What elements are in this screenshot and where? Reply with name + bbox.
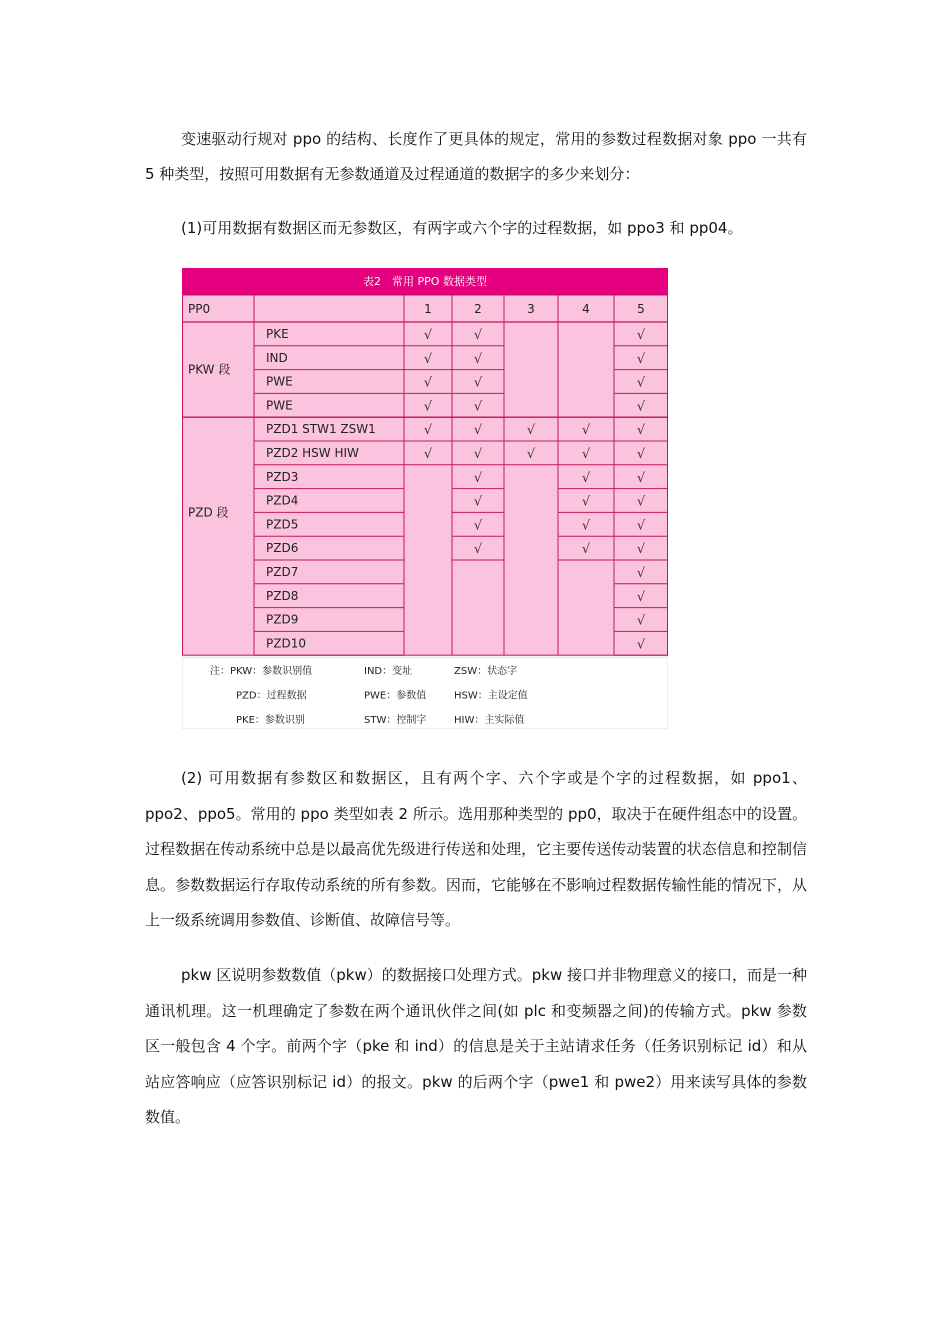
check-mark: √ (636, 447, 646, 462)
note-item: ZSW：状态字 (454, 666, 518, 678)
row-label: PKE (266, 327, 289, 341)
ppo-table (182, 268, 668, 729)
check-mark: √ (581, 470, 591, 486)
note-item: PZD：过程数据 (236, 690, 307, 702)
check-mark: √ (473, 447, 483, 462)
check-mark: √ (473, 518, 483, 534)
check-mark: √ (473, 328, 483, 343)
paragraph-intro: 变速驱动行规对 ppo 的结构、长度作了更具体的规定，常用的参数过程数据对象 ppo 一共有 5 种类型，按照可用数据有无参数通道及过程通道的数据字的多少来划分： (145, 130, 807, 183)
header-col-2: 2 (474, 302, 482, 316)
header-col-3: 3 (527, 302, 535, 316)
note-item: IND：变址 (364, 666, 413, 678)
row-label: PWE (266, 398, 293, 413)
check-mark: √ (636, 566, 646, 581)
header-col-4: 4 (582, 302, 590, 316)
header-col-1: 1 (424, 302, 432, 316)
paragraph-case-1: (1)可用数据有数据区而无参数区，有两字或六个字的过程数据，如 ppo3 和 pp04。 (181, 219, 743, 237)
check-mark: √ (581, 542, 591, 558)
check-mark: √ (423, 423, 433, 439)
check-mark: √ (473, 399, 483, 415)
check-mark: √ (423, 351, 433, 367)
table-title: 表2 常用 PPO 数据类型 (363, 275, 487, 288)
check-mark: √ (473, 351, 483, 367)
note-item: 注：PKW：参数识别值 (210, 666, 313, 678)
row-label: PZD7 (266, 565, 299, 579)
paragraph-case-2: (2) 可用数据有参数区和数据区，且有两个字、六个字或是个字的过程数据，如 ppo1、ppo2、ppo5。常用的 ppo 类型如表 2 所示。选用那种类型的 pp0，取决于在硬件组态中的设置。过程数据在传动系统中总是以最高优先级进行传送和处理，它主要传送传动装置的状态信息和控制信息。参数数据运行存取传动系统的所有参数。因而，它能够在不影响过程数据传输性能的情况下，从上一级系统调用参数值、诊断值、故障信号等。 (145, 769, 807, 929)
check-mark: √ (636, 328, 646, 343)
check-mark: √ (581, 423, 591, 439)
table-body-bg (182, 295, 668, 655)
ppo-table-figure (182, 268, 668, 729)
check-mark: √ (581, 494, 591, 510)
check-mark: √ (526, 423, 536, 439)
header-col-5: 5 (637, 302, 645, 316)
row-label: PZD1 STW1 ZSW1 (266, 422, 376, 437)
check-mark: √ (636, 399, 646, 415)
check-mark: √ (636, 423, 646, 439)
check-mark: √ (473, 470, 483, 486)
check-mark: √ (636, 518, 646, 534)
row-label: PZD3 (266, 469, 299, 484)
check-mark: √ (423, 399, 433, 415)
note-item: HSW：主设定值 (454, 690, 528, 702)
group-pzd-label: PZD 段 (188, 505, 229, 520)
check-mark: √ (581, 518, 591, 534)
row-label: PZD2 HSW HIW (266, 446, 359, 460)
check-mark: √ (636, 375, 646, 391)
note-item: HIW：主实际值 (454, 715, 525, 727)
note-item: STW：控制字 (364, 715, 427, 727)
check-mark: √ (473, 542, 483, 558)
check-mark: √ (423, 328, 433, 343)
check-mark: √ (473, 494, 483, 510)
row-label: PZD6 (266, 541, 299, 556)
row-label: PZD8 (266, 588, 299, 603)
row-label: IND (266, 350, 288, 365)
check-mark: √ (636, 589, 646, 605)
row-label: PZD10 (266, 636, 306, 651)
check-mark: √ (423, 447, 433, 462)
check-mark: √ (581, 447, 591, 462)
row-label: PZD5 (266, 517, 299, 532)
check-mark: √ (473, 423, 483, 439)
row-label: PZD4 (266, 493, 299, 508)
group-pkw-label: PKW 段 (188, 362, 231, 377)
note-item: PWE：参数值 (364, 690, 427, 702)
check-mark: √ (636, 542, 646, 558)
check-mark: √ (636, 351, 646, 367)
row-label: PWE (266, 374, 293, 389)
check-mark: √ (636, 613, 646, 629)
check-mark: √ (423, 375, 433, 391)
check-mark: √ (636, 637, 646, 653)
check-mark: √ (473, 375, 483, 391)
row-label: PZD9 (266, 612, 299, 627)
check-mark: √ (526, 447, 536, 462)
check-mark: √ (636, 470, 646, 486)
check-mark: √ (636, 494, 646, 510)
paragraph-pkw: pkw 区说明参数数值（pkw）的数据接口处理方式。pkw 接口并非物理意义的接口，而是一种通讯机理。这一机理确定了参数在两个通讯伙伴之间(如 plc 和变频器之间)的传输方式。pkw 参数区一般包含 4 个字。前两个字（pke 和 ind）的信息是关于主站请求任务（任务识别标记 id）和从站应答响应（应答识别标记 id）的报文。pkw 的后两个字（pwe1 和 pwe2）用来读写具体的参数数值。 (145, 966, 807, 1126)
header-ppo-label: PP0 (188, 302, 211, 316)
note-item: PKE：参数识别 (236, 715, 305, 727)
